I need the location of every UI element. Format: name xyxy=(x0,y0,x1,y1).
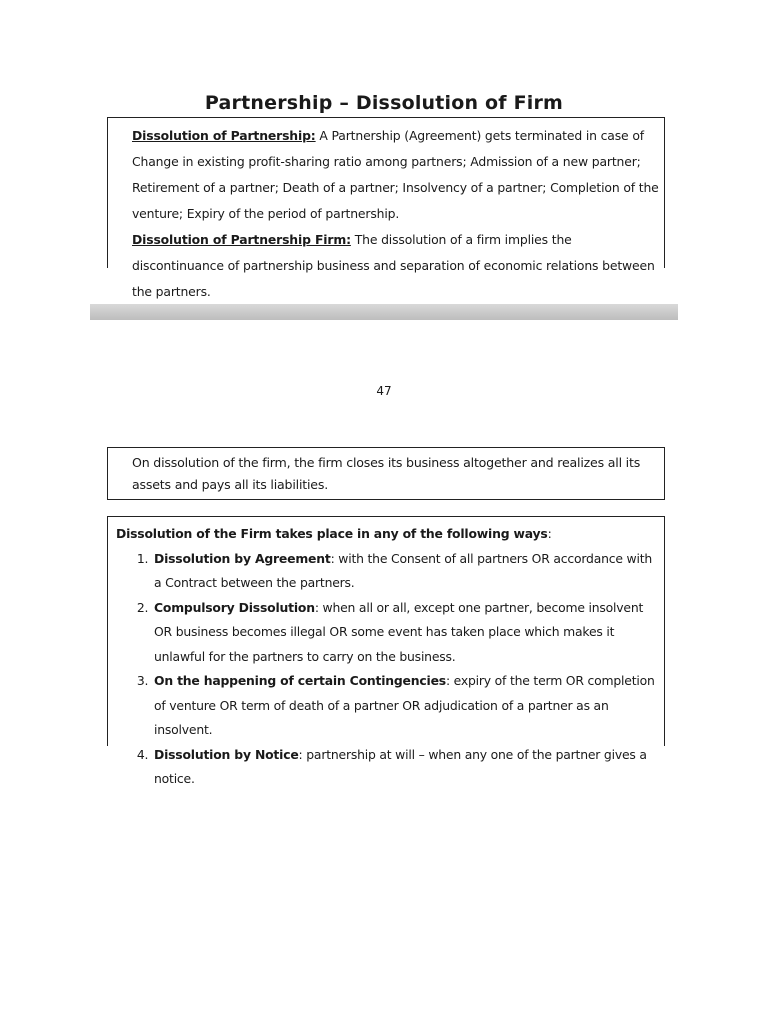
dissolution-effect-box xyxy=(107,447,665,500)
list-item-term: On the happening of certain Contingencies xyxy=(154,673,446,688)
page-title: Partnership – Dissolution of Firm xyxy=(204,92,564,114)
page-number: 47 xyxy=(376,384,392,398)
dissolution-ways-box xyxy=(107,516,665,786)
heading-colon: : xyxy=(547,526,552,541)
page-divider xyxy=(90,304,678,320)
definitions-box xyxy=(107,117,665,299)
dissolution-of-partnership-paragraph xyxy=(132,123,660,227)
dissolution-ways-list xyxy=(116,547,660,792)
dissolution-ways-intro xyxy=(116,522,660,547)
term-dissolution-of-partnership-firm: Dissolution of Partnership Firm: xyxy=(132,232,351,247)
list-item xyxy=(152,669,660,743)
definition-dissolution-of-partnership: A Partnership (Agreement) gets terminated in case of Change in existing profit-sharing ratio among partners; Admission of a new partner; Retirement of a partner; Death of a partner; Insolvency of a partner; Completion of the venture; Expiry of the period of partnership. xyxy=(132,128,659,221)
list-item-text: : expiry of the term OR completion of venture OR term of death of a partner OR adjudication of a partner as an insolvent. xyxy=(154,673,655,737)
list-item-term: Dissolution by Agreement xyxy=(154,550,331,566)
dissolution-effect-text: On dissolution of the firm, the firm closes its business altogether and realizes all its assets and pays all its liabilities. xyxy=(132,455,641,492)
list-item xyxy=(152,547,660,596)
list-item-term: Compulsory Dissolution xyxy=(154,599,315,615)
definition-dissolution-of-partnership-firm: The dissolution of a firm implies the discontinuance of partnership business and separation of economic relations between the partners. xyxy=(132,232,655,299)
list-item-term: Dissolution by Notice xyxy=(154,746,299,762)
list-item xyxy=(152,743,660,792)
list-item-text: : when all or all, except one partner, become insolvent OR business becomes illegal OR some event has taken place which makes it unlawful for the partners to carry on the business. xyxy=(154,599,644,664)
dissolution-ways-heading: Dissolution of the Firm takes place in any of the following ways xyxy=(116,526,548,541)
term-dissolution-of-partnership: Dissolution of Partnership: xyxy=(132,128,316,143)
list-item-text: : partnership at will – when any one of the partner gives a notice. xyxy=(154,746,647,786)
list-item xyxy=(152,596,660,670)
list-item-text: : with the Consent of all partners OR accordance with a Contract between the partners. xyxy=(154,550,653,590)
dissolution-of-firm-paragraph xyxy=(132,227,660,305)
